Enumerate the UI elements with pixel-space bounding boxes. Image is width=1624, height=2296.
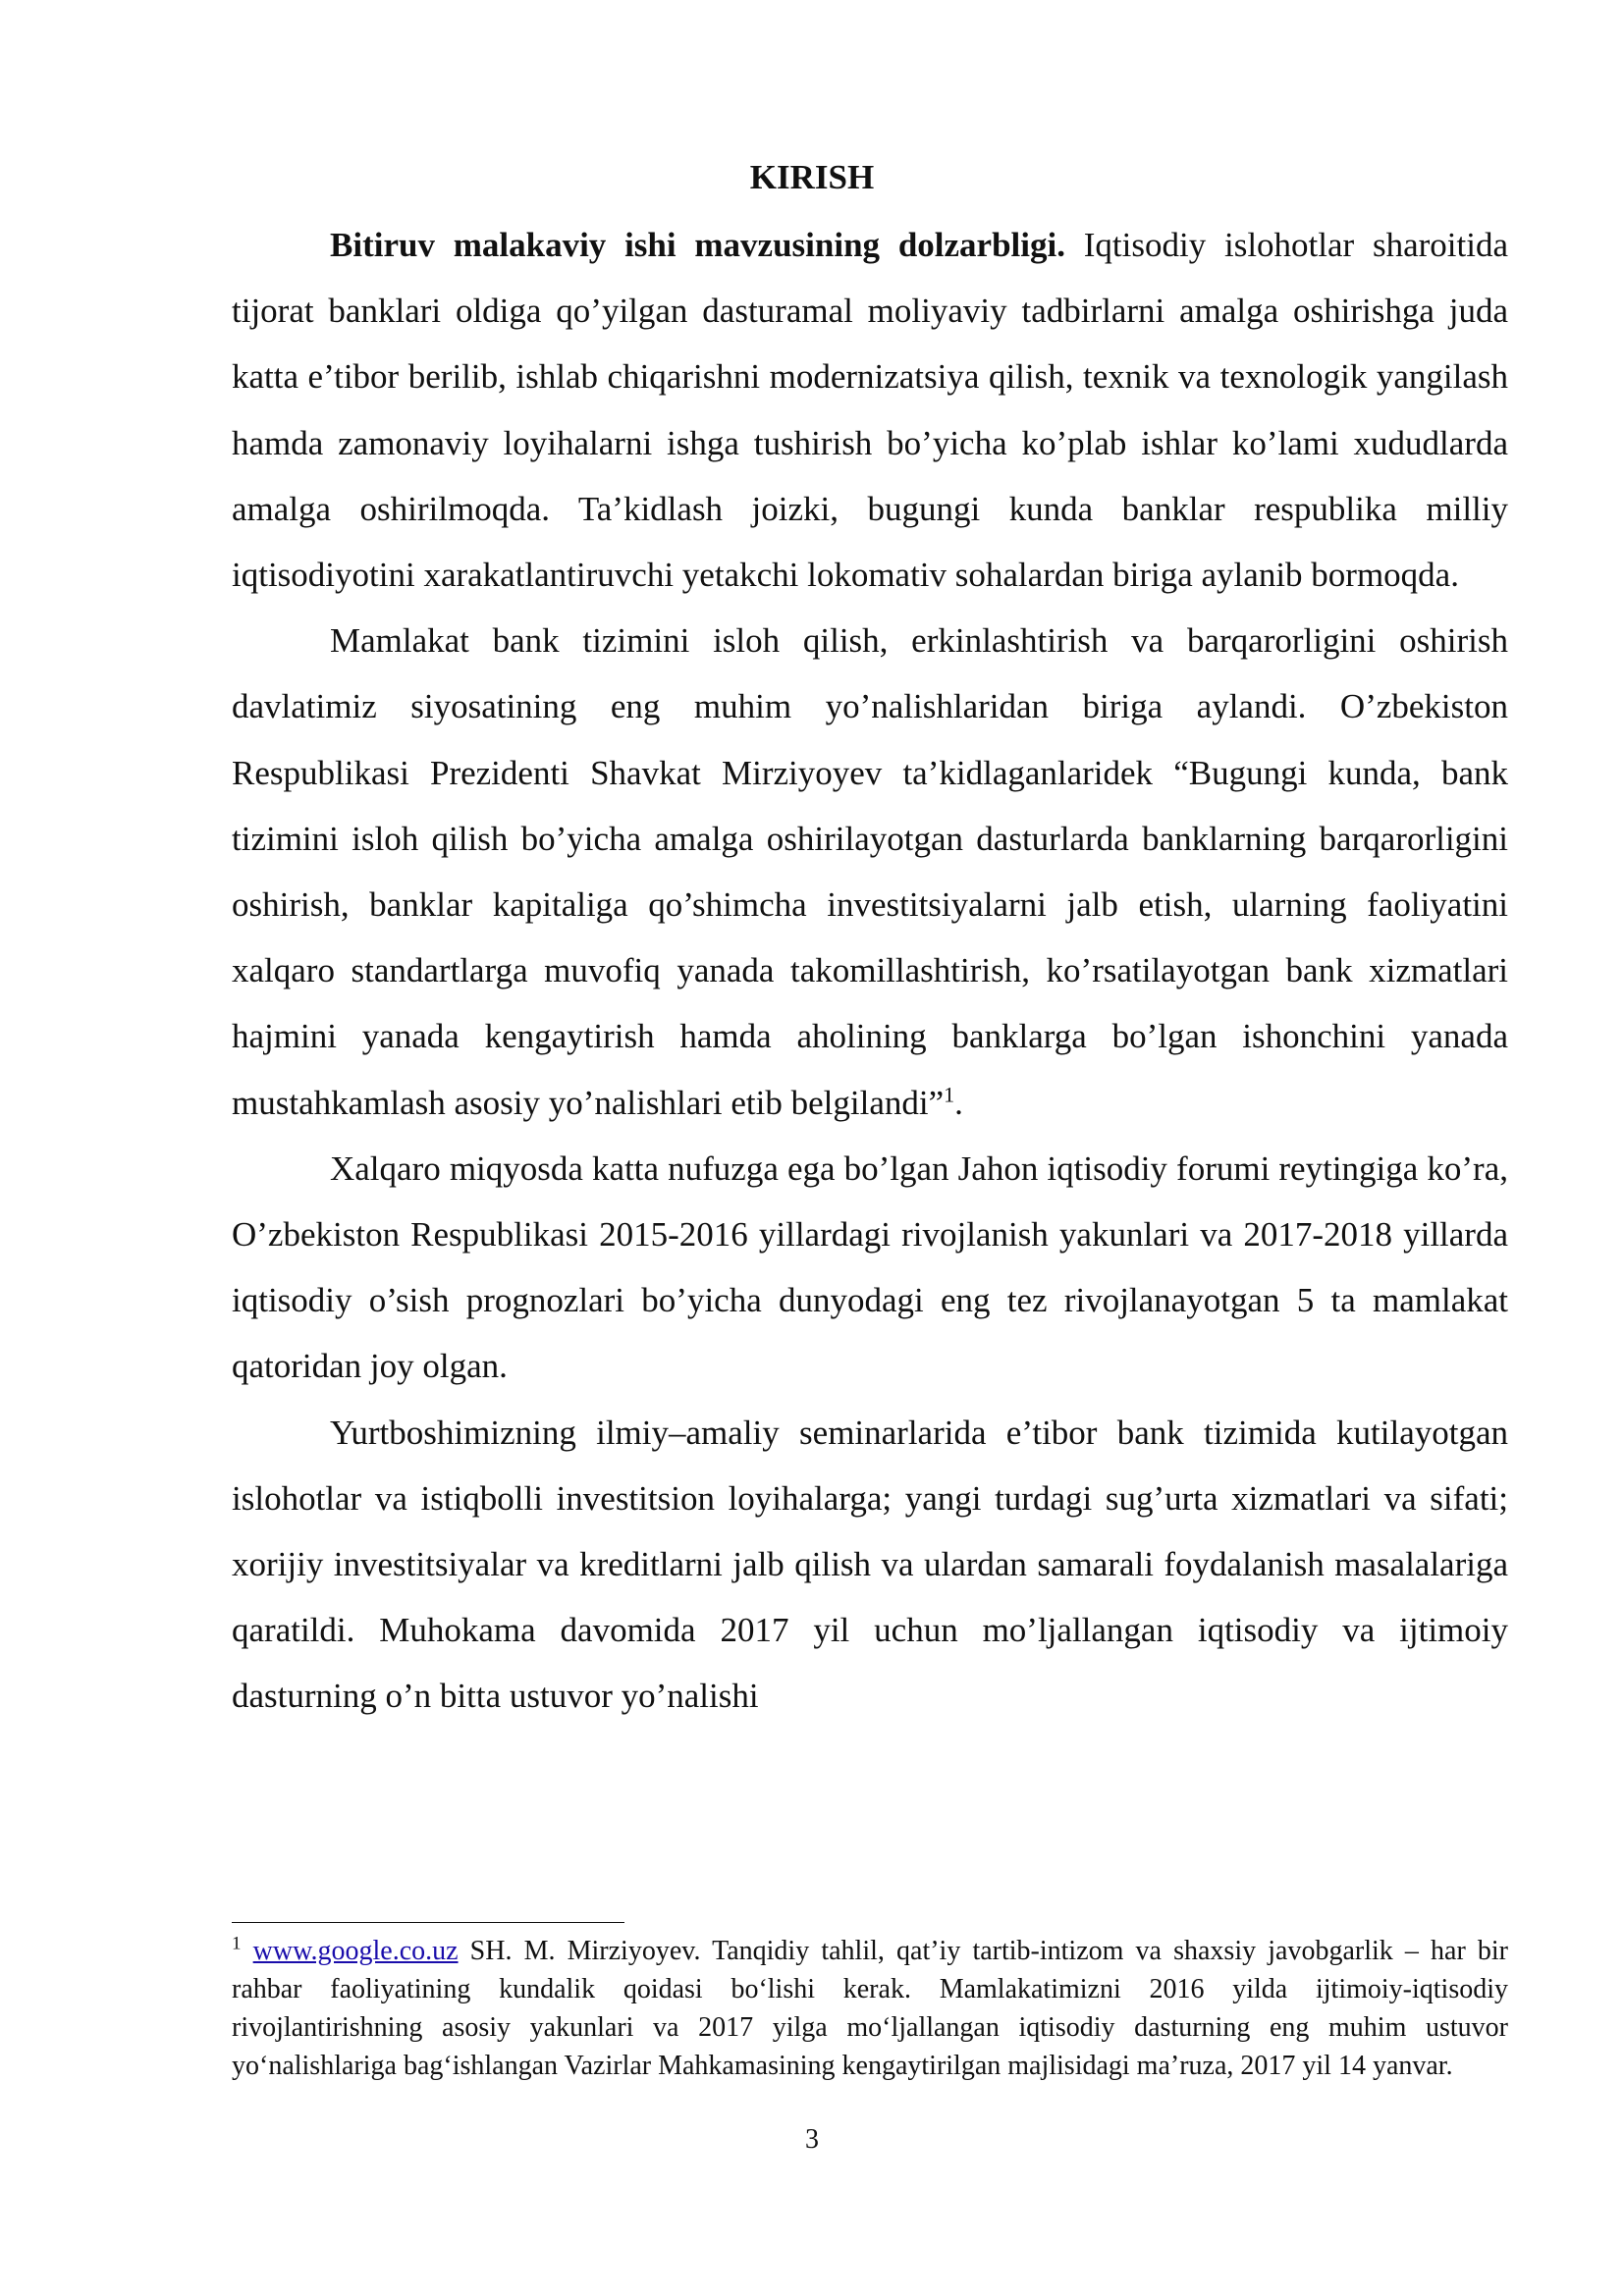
footnote xyxy=(232,1932,1508,2085)
paragraph-1 xyxy=(232,212,1508,608)
paragraph-lead: Bitiruv malakaviy ishi mavzusining dolzarbligi. xyxy=(330,226,1065,264)
footnote-divider xyxy=(232,1922,624,1923)
paragraph-text: Xalqaro miqyosda katta nufuzga ega bo’lgan Jahon iqtisodiy forumi reytingiga ko’ra, O’zbekiston Respublikasi 2015-2016 yillardagi rivojlanish yakunlari va 2017-2018 yillarda iqtisodiy o’sish prognozlari bo’yicha dunyodagi eng tez rivojlanayotgan 5 ta mamlakat qatoridan joy olgan. xyxy=(232,1148,1508,1386)
paragraph-text: Mamlakat bank tizimini isloh qilish, erkinlashtirish va barqarorligini oshirish davlatimiz siyosatining eng muhim yo’nalishlaridan biriga aylandi. O’zbekiston Respublikasi Prezidenti Shavkat Mirziyoyev ta’kidlaganlaridek “Bugungi kunda, bank tizimini isloh qilish bo’yicha amalga oshirilayotgan dasturlarda banklarning barqarorligini oshirish, banklar kapitaliga qo’shimcha investitsiyalarni jalb etish, ularning faoliyatini xalqaro standartlarga muvofiq yanada takomillashtirish, ko’rsatilayotgan bank xizmatlari hajmini yanada kengaytirish hamda aholining banklarga bo’lgan ishonchini yanada mustahkamlash asosiy yo’nalishlari etib belgilandi” xyxy=(232,621,1508,1122)
footnote-link[interactable]: www.google.co.uz xyxy=(252,1936,459,1966)
page-number: 3 xyxy=(805,2124,819,2155)
body-text xyxy=(232,212,1508,1730)
footnote-number: 1 xyxy=(232,1933,242,1954)
paragraph-tail: . xyxy=(954,1083,963,1122)
paragraph-text: Yurtboshimizning ilmiy–amaliy seminarlarida e’tibor bank tizimida kutilayotgan islohotlar va istiqbolli investitsion loyihalarga; yangi turdagi sug’urta xizmatlari va sifati; xorijiy investitsiyalar va kreditlarni jalb qilish va ulardan samarali foydalanish masalalariga qaratildi. Muhokama davomida 2017 yil uchun mo’ljallangan iqtisodiy va ijtimoiy dasturning o’n bitta ustuvor yo’nalishi xyxy=(232,1413,1508,1716)
paragraph-text: Iqtisodiy islohotlar sharoitida tijorat banklari oldiga qo’yilgan dasturamal moliyaviy tadbirlarni amalga oshirishga juda katta e’tibor berilib, ishlab chiqarishni modernizatsiya qilish, texnik va texnologik yangilash hamda zamonaviy loyihalarni ishga tushirish bo’yicha ko’plab ishlar ko’lami xududlarda amalga oshirilmoqda. Ta’kidlash joizki, bugungi kunda banklar respublika milliy iqtisodiyotini xarakatlantiruvchi yetakchi lokomativ sohalardan biriga aylanib bormoqda. xyxy=(232,226,1508,595)
footnote-text: SH. M. Mirziyoyev. Tanqidiy tahlil, qat’iy tartib-intizom va shaxsiy javobgarlik – har bir rahbar faoliyatining kundalik qoidasi bo‘lishi kerak. Mamlakatimizni 2016 yilda ijtimoiy-iqtisodiy rivojlantirishning asosiy yakunlari va 2017 yilga mo‘ljallangan iqtisodiy dasturning eng muhim ustuvor yo‘nalishlariga bag‘ishlangan Vazirlar Mahkamasining kengaytirilgan majlisidagi ma’ruza, 2017 yil 14 yanvar. xyxy=(232,1936,1509,2081)
paragraph-3 xyxy=(232,1136,1508,1400)
footnote-reference[interactable]: 1 xyxy=(944,1081,955,1106)
paragraph-4 xyxy=(232,1400,1508,1730)
paragraph-2 xyxy=(232,608,1508,1136)
page-title: KIRISH xyxy=(749,158,875,196)
